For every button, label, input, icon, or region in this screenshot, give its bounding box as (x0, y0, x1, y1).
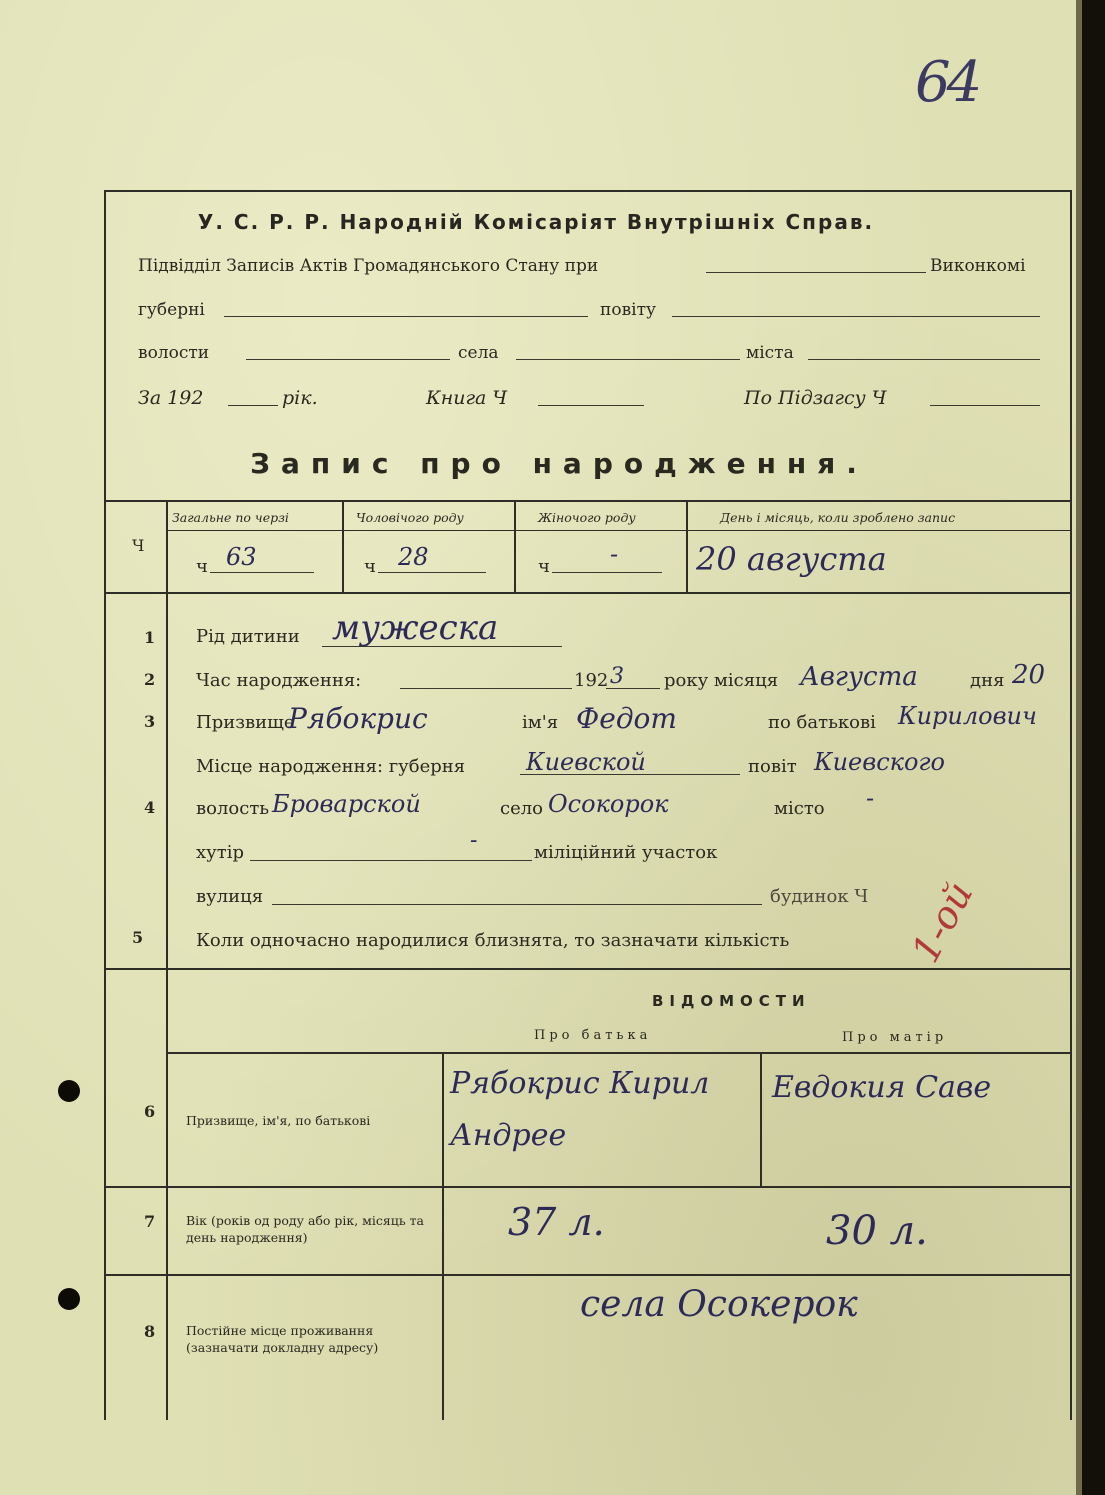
header-executive: Виконкомі (930, 256, 1026, 276)
birth-label: Час народження: (196, 670, 362, 691)
twins-label: Коли одночасно народилися близнята, то зазначати кількість (196, 930, 790, 951)
frame-top (104, 190, 1072, 192)
povit-field-label: повіт (748, 756, 797, 777)
surname-label: Призвище (196, 712, 295, 733)
street-label: вулиця (196, 886, 264, 907)
selo-label: села (458, 343, 499, 363)
sex-value: мужеска (332, 608, 499, 648)
name-value: Федот (576, 702, 677, 735)
volost-value: Броварской (272, 790, 421, 818)
gubernia-value: Киевской (526, 748, 646, 776)
father-header: Про батька (534, 1028, 652, 1043)
birth-month: Августа (800, 662, 918, 692)
birth-day-label: дня (970, 670, 1005, 691)
birth-day: 20 (1012, 660, 1046, 690)
frame-right (1070, 190, 1072, 1420)
page-number: 64 (915, 50, 979, 115)
selo-field-label: село (500, 798, 544, 819)
patronymic-label: по батькові (768, 712, 876, 733)
col-header-date: День і місяць, коли зроблено запис (720, 510, 956, 525)
subsection-label: По Підзагсу Ч (744, 387, 887, 409)
row-num-5: 5 (132, 928, 144, 947)
row-num-1: 1 (144, 628, 156, 647)
document-title: Запис про народження. (250, 447, 868, 480)
red-annotation: 1-ой (902, 874, 982, 970)
col-header-male: Чоловічого роду (356, 510, 464, 525)
mother-header: Про матір (842, 1030, 948, 1045)
info-title: ВІДОМОСТИ (652, 992, 811, 1010)
volost-label: волости (138, 343, 210, 363)
povit-label: повіту (600, 300, 656, 320)
mother-name: Евдокия Саве (772, 1070, 992, 1105)
punch-hole-bottom (58, 1288, 80, 1310)
birth-year-prefix: 192 (574, 670, 609, 691)
header-subdept: Підвідділ Записів Актів Громадянського Стану при (138, 256, 599, 276)
house-label: будинок Ч (770, 886, 869, 907)
volost-field-label: волость (196, 798, 270, 819)
year-prefix: За 192 (138, 387, 204, 409)
punch-hole-top (58, 1080, 80, 1102)
info-label-age: Вік (років од роду або рік, місяць та день народження) (186, 1213, 424, 1245)
female-prefix: ч (538, 556, 550, 577)
misto-field-label: місто (774, 798, 825, 819)
col-header-female: Жіночого роду (538, 510, 636, 525)
khutir-label: хутір (196, 842, 244, 863)
row-num-4: 4 (144, 798, 156, 817)
patronymic-value: Кирилович (898, 702, 1037, 730)
row-num-6: 6 (144, 1102, 156, 1121)
name-label: ім'я (522, 712, 559, 733)
year-suffix: рік. (282, 387, 318, 409)
misto-value: - (866, 784, 875, 812)
father-age: 37 л. (508, 1200, 605, 1244)
col-header-total: Загальне по черзі (172, 510, 289, 525)
sex-label: Рід дитини (196, 626, 300, 647)
row-num-8: 8 (144, 1322, 156, 1341)
surname-value: Рябокрис (288, 702, 428, 735)
gubernia-label: губерні (138, 300, 205, 320)
female-value: - (610, 540, 619, 568)
birth-year-suffix: року місяця (664, 670, 779, 691)
frame-left (104, 190, 106, 1420)
male-value: 28 (398, 543, 429, 571)
place-label: Місце народження: губерня (196, 756, 466, 777)
total-prefix: ч (196, 556, 208, 577)
info-label-name: Призвище, ім'я, по батькові (186, 1113, 371, 1128)
top-table-mark: Ч (132, 536, 145, 555)
header-line1: У. С. Р. Р. Народній Комісаріят Внутрішніх Справ. (197, 210, 875, 234)
mother-age: 30 л. (826, 1208, 928, 1254)
row-num-7: 7 (144, 1212, 156, 1231)
row-num-2: 2 (144, 670, 156, 689)
militia-label: міліційний участок (534, 842, 718, 863)
misto-label: міста (746, 343, 794, 363)
book-label: Книга Ч (426, 387, 508, 409)
record-date: 20 августа (696, 540, 887, 578)
selo-value: Осокорок (548, 790, 669, 818)
povit-value: Киевского (814, 748, 946, 776)
khutir-value: - (470, 828, 478, 853)
total-value: 63 (226, 543, 257, 571)
male-prefix: ч (364, 556, 376, 577)
birth-year-digit: 3 (610, 664, 624, 689)
father-name: Рябокрис Кирил Андрее (450, 1066, 710, 1153)
father-residence: села Осокерок (580, 1284, 858, 1325)
info-label-residence: Постійне місце проживання (зазначати докладну адресу) (186, 1323, 379, 1355)
row-num-3: 3 (144, 712, 156, 731)
